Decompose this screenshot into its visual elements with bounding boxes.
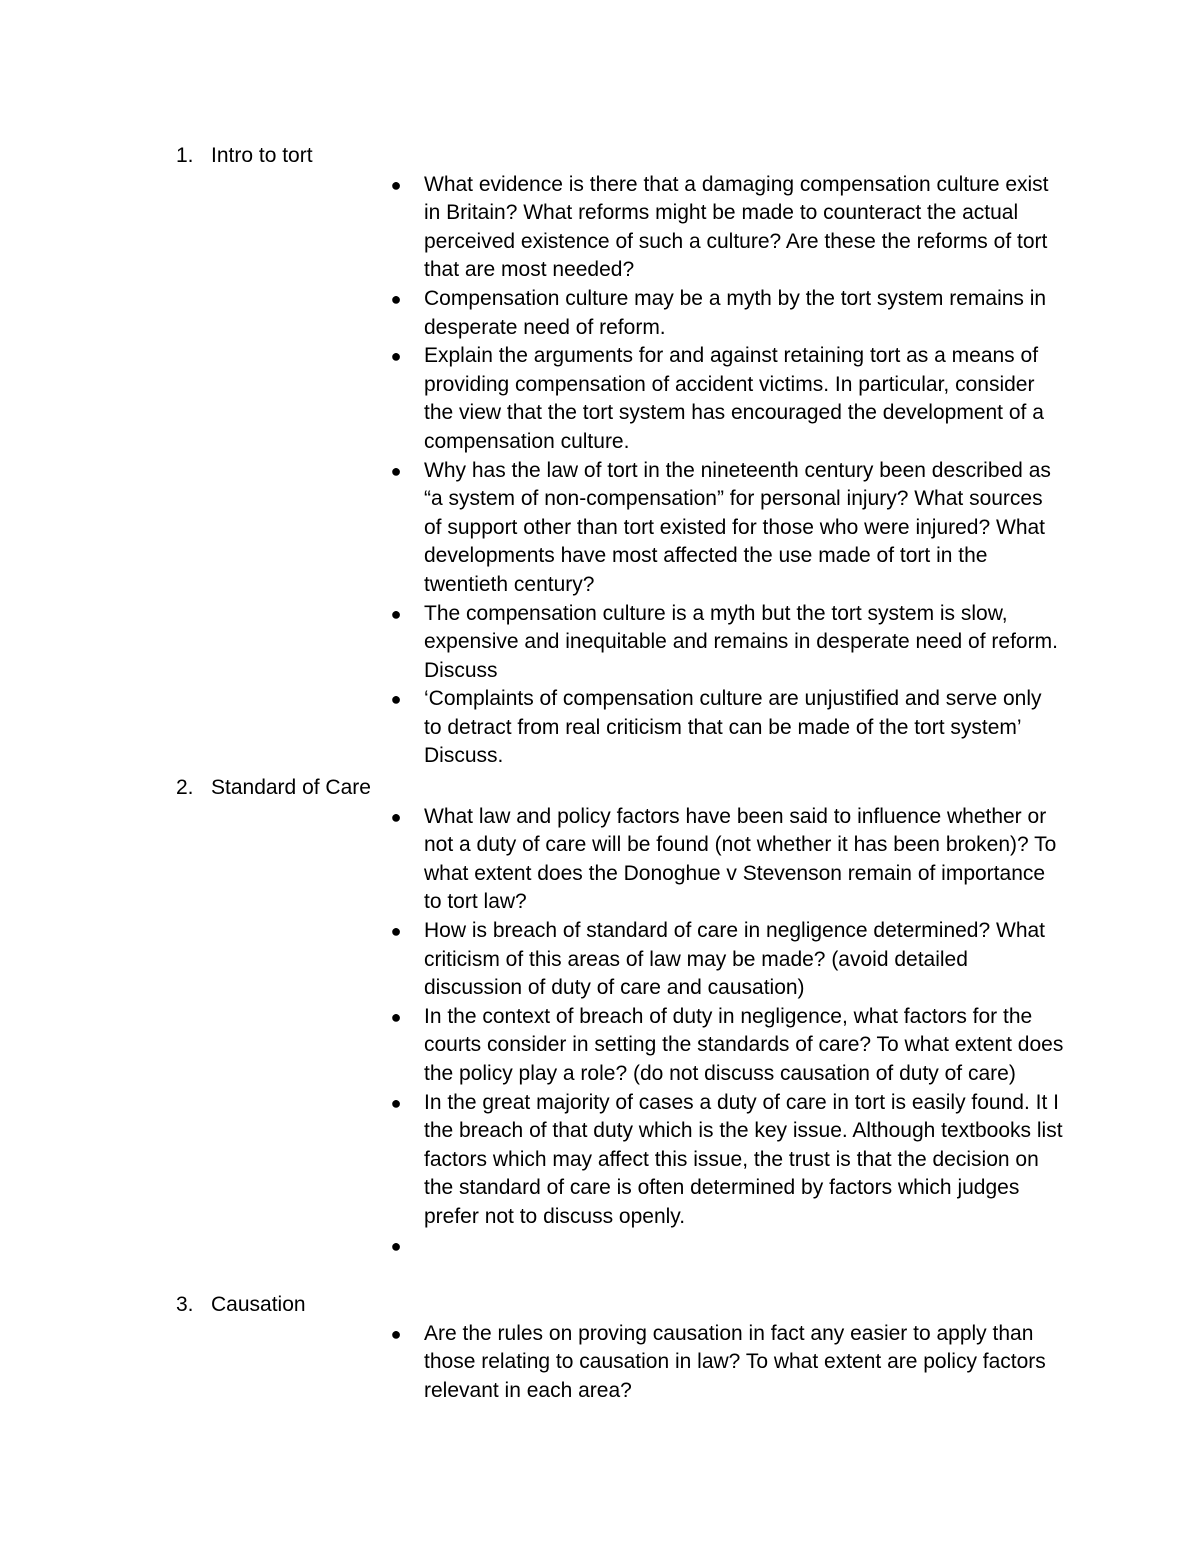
section-title: Standard of Care [211,776,371,799]
bullet-icon: ● [390,346,402,367]
question-text: Explain the arguments for and against retaining tort as a means of providing compensation of accident victims. In particular, consider the view that the tort system has encouraged the development of a compensation culture. [424,344,1044,453]
question-item [0,685,1064,771]
question-text: What evidence is there that a damaging compensation culture exist in Britain? What reforms might be made to counteract the actual perceived existence of such a culture? Are these the reforms of tort that are most needed? [424,172,1049,282]
bullet-icon: ● [390,288,402,309]
question-item [0,600,1064,686]
question-item [0,457,1064,600]
section-heading [176,774,371,803]
question-text: Why has the law of tort in the nineteenth century been described as “a system of non-compensation” for personal injury? What sources of support other than tort existed for those who were injured? What developments have most affected the use made of tort in the twentieth century? [424,458,1051,596]
question-text: Are the rules on proving causation in fact any easier to apply than those relating to causation in law? To what extent are policy factors relevant in each area? [424,1321,1046,1402]
question-item [0,1003,1064,1089]
section-heading [176,1291,306,1320]
bullet-icon: ● [390,174,402,195]
question-item-empty [0,1232,1064,1261]
question-item [0,1320,1064,1406]
question-list [0,171,1200,771]
section-number: 3. [176,1293,194,1316]
question-list [0,1320,1200,1406]
question-item [0,917,1064,1003]
section-title: Causation [211,1293,306,1316]
question-text: In the great majority of cases a duty of care in tort is easily found. It I the breach of that duty which is the key issue. Although textbooks list factors which may affect this issue, the trust is that the decision on the standard of care is often determined by factors which judges prefer not to discuss openly. [424,1090,1063,1228]
bullet-icon: ● [390,1235,402,1256]
question-list [0,803,1200,1261]
bullet-icon: ● [390,920,402,941]
question-item [0,342,1064,456]
bullet-icon: ● [390,460,402,481]
bullet-icon: ● [390,1092,402,1113]
question-item [0,285,1064,342]
question-text: In the context of breach of duty in negligence, what factors for the courts consider in setting the standards of care? To what extent does the policy play a role? (do not discuss causation of duty of care) [424,1004,1064,1085]
question-item [0,803,1064,917]
bullet-icon: ● [390,806,402,827]
bullet-icon: ● [390,689,402,710]
question-item [0,1089,1064,1232]
question-text: How is breach of standard of care in negligence determined? What criticism of this areas of law may be made? (avoid detailed discussion of duty of care and causation) [424,918,1046,1000]
question-text: Compensation culture may be a myth by the tort system remains in desperate need of reform. [424,286,1047,339]
section-number: 2. [176,776,194,799]
section-heading [176,142,313,171]
question-text: The compensation culture is a myth but the tort system is slow, expensive and inequitable and remains in desperate need of reform. Discuss [424,601,1058,682]
question-text: What law and policy factors have been said to influence whether or not a duty of care will be found (not whether it has been broken)? To what extent does the Donoghue v Stevenson remain of importance to tort law? [424,804,1057,914]
section-title: Intro to tort [211,144,313,167]
question-item [0,171,1064,285]
bullet-icon: ● [390,1323,402,1344]
bullet-icon: ● [390,603,402,624]
section-number: 1. [176,144,194,167]
bullet-icon: ● [390,1006,402,1027]
question-text: ‘Complaints of compensation culture are unjustified and serve only to detract from real criticism that can be made of the tort system’ Discuss. [424,687,1042,768]
